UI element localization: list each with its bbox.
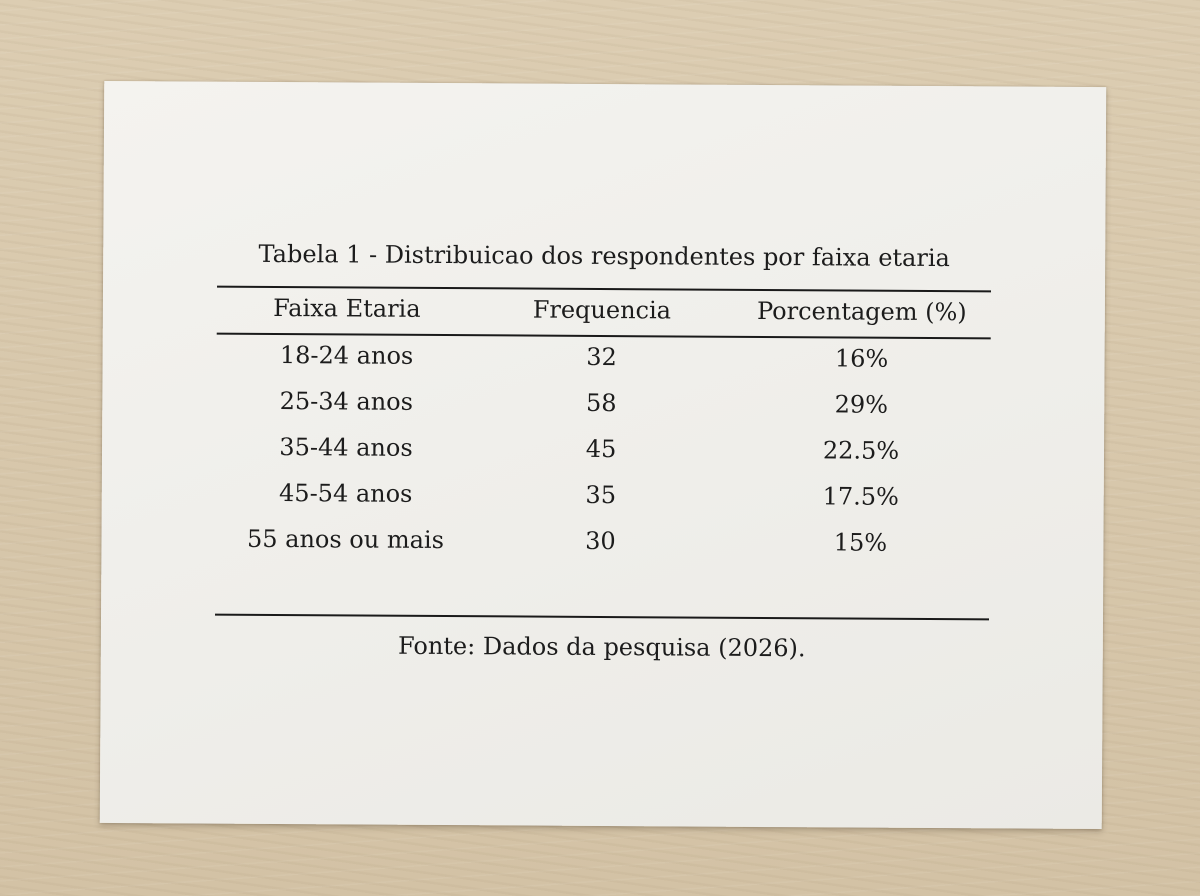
table-header-row [217,294,991,333]
header-faixa-etaria: Faixa Etaria [273,293,421,323]
cell-porcentagem: 29% [834,390,889,419]
table-source-note: Fonte: Dados da pesquisa (2026). [397,631,806,663]
table-title: Tabela 1 - Distribuicao dos respondentes por faixa etaria [258,239,950,273]
cell-frequencia: 58 [585,388,617,418]
table-row [216,433,990,472]
table-header-rule [217,333,991,339]
cell-faixa-etaria: 25-34 anos [279,387,414,416]
cell-porcentagem: 16% [834,344,889,373]
cell-porcentagem: 22.5% [822,436,900,465]
table-row [216,341,990,380]
cell-porcentagem: 17.5% [822,482,899,511]
table-row [216,479,990,518]
table-row [216,387,990,426]
header-frequencia: Frequencia [532,295,672,325]
cell-frequencia: 35 [585,480,617,510]
cell-frequencia: 30 [585,526,616,556]
cell-porcentagem: 15% [833,528,888,557]
table-row [215,525,989,564]
table-bottom-rule [215,614,989,621]
cell-frequencia: 45 [585,434,617,464]
table-top-rule [217,286,991,293]
cell-faixa-etaria: 45-54 anos [278,479,413,508]
cell-frequencia: 32 [586,342,617,372]
cell-faixa-etaria: 18-24 anos [279,341,414,370]
paper-sheet [100,81,1107,829]
header-porcentagem: Porcentagem (%) [756,296,967,327]
cell-faixa-etaria: 35-44 anos [279,433,413,462]
cell-faixa-etaria: 55 anos ou mais [246,524,445,555]
